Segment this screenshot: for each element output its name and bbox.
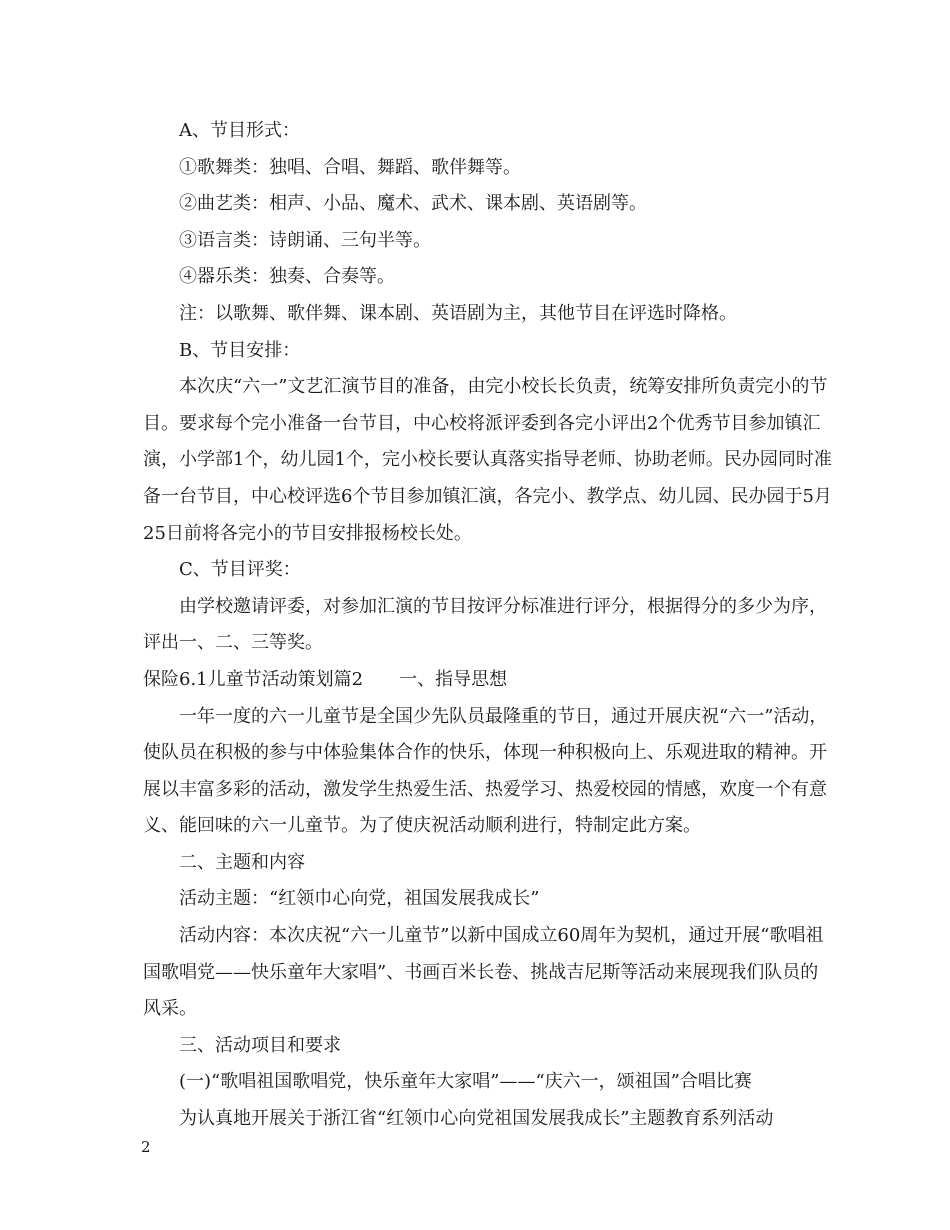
section-title-line [143,662,833,699]
paragraph-program-form-heading: A、节目形式： [179,120,300,141]
paragraph-language: ③语言类：诗朗诵、三句半等。 [179,229,431,251]
paragraph-guiding-thought: 一年一度的六一儿童节是全国少先队员最隆重的节日，通过开展庆祝“六一”活动，使队员在积极的参与中体验集体合作的快乐，体现一种积极向上、乐观进取的精神。开展以丰富多彩的活动，激发学生热爱生活、热爱学习、热爱校园的情感，欢度一个有意义、能回味的六一儿童节。为了使庆祝活动顺利进行，特制定此方案。 [143,705,828,837]
paragraph-note: 注：以歌舞、歌伴舞、课本剧、英语剧为主，其他节目在评选时降格。 [179,302,737,324]
paragraph-theme-heading: 二、主题和内容 [179,851,305,873]
paragraph-projects-heading: 三、活动项目和要求 [179,1034,341,1056]
paragraph-instrumental: ④器乐类：独奏、合奏等。 [179,266,395,288]
document-body [143,113,833,1138]
paragraph-activity-theme: 活动主题：“红领巾心向党，祖国发展我成长” [179,888,540,910]
paragraph-education-activity: 为认真地开展关于浙江省“红领巾心向党祖国发展我成长”主题教育系列活动 [179,1108,774,1130]
paragraph-program-arrangement-heading: B、节目安排： [179,339,301,361]
paragraph-folk-art: ②曲艺类：相声、小品、魔术、武术、课本剧、英语剧等。 [179,193,647,215]
paragraph-song-dance: ①歌舞类：独唱、合唱、舞蹈、歌伴舞等。 [179,156,521,178]
paragraph-choir-contest: (一)“歌唱祖国歌唱党，快乐童年大家唱”——“庆六一，颂祖国”合唱比赛 [179,1071,752,1093]
guiding-thought-heading: 一、指导思想 [399,668,508,690]
paragraph-program-arrangement: 本次庆“六一”文艺汇演节目的准备，由完小校长长负责，统筹安排所负责完小的节目。要求每个完小准备一台节目，中心校将派评委到各完小评出2个优秀节目参加镇汇演，小学部1个，幼儿园1个，完小校长要认真落实指导老师、协助老师。民办园同时准备一台节目，中心校评选6个节目参加镇汇演，各完小、教学点、幼儿园、民办园于5月25日前将各完小的节目安排报杨校长处。 [143,376,832,544]
page-number: 2 [141,1138,151,1156]
paragraph-activity-content: 活动内容：本次庆祝“六一儿童节”以新中国成立60周年为契机，通过开展“歌唱祖国歌唱党——快乐童年大家唱”、书画百米长卷、挑战吉尼斯等活动来展现我们队员的风采。 [143,925,824,1020]
article-title: 保险6.1儿童节活动策划篇2 [143,668,364,690]
paragraph-awards: 由学校邀请评委，对参加汇演的节目按评分标准进行评分，根据得分的多少为序，评出一、二、三等奖。 [143,595,827,654]
paragraph-awards-heading: C、节目评奖： [179,559,301,581]
